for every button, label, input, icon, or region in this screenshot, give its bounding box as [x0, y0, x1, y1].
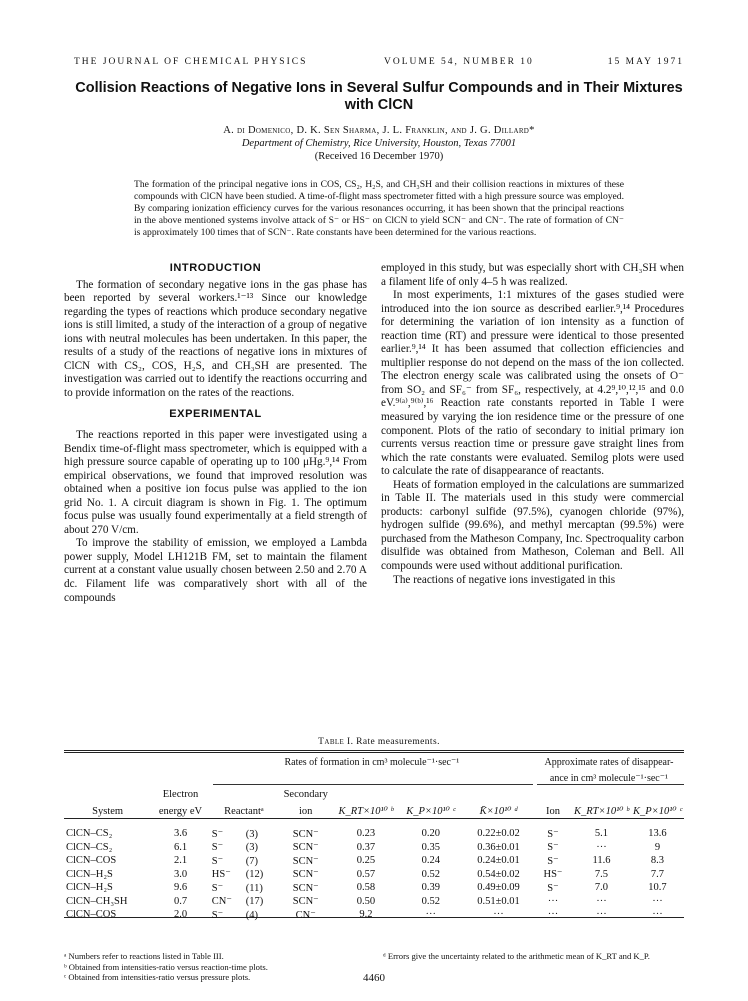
cell-energy: 2.1 — [173, 855, 188, 867]
experimental-paragraph-1: The reactions reported in this paper were investigated using a Bendix time-of-flight mass spectrometer, which is equipped with a high pressure source capable of operating up to 100 μHg.⁹,¹⁴ From empirical observations, we found that improved resolution was obtained when a positive ion focus pulse was applied to the ion grid No. 1. A circuit diagram is shown in Fig. 1. The optimum focus pulse was usually found experimentally at a field strength of about 270 V/cm. — [64, 429, 367, 536]
issue-date: 15 MAY 1971 — [607, 57, 684, 67]
rate-table — [64, 752, 684, 922]
cell-reaction-number: (7) — [245, 855, 259, 867]
cell-secondary: SCN⁻ — [292, 882, 319, 894]
cell-kp: ··· — [425, 909, 437, 921]
cell-system: ClCN–COS — [66, 855, 117, 867]
cell-krt: 0.57 — [356, 868, 376, 880]
cell-krt2: ··· — [596, 909, 607, 921]
cell-secondary: SCN⁻ — [292, 828, 319, 840]
table-row — [64, 854, 684, 868]
cell-krt: 0.58 — [356, 882, 376, 894]
abstract: The formation of the principal negative ions in COS, CS₂, H₂S, and CH₃SH and their collision reactions in mixtures of these compounds with ClCN have been studied. A time-of-flight mass spectrometer fitted with a high pressure source was employed. By comparing ionization efficiency curves for the various resonances occurring, it has been shown that the principal reactions in the above mentioned systems involve attack of S⁻ or HS⁻ on ClCN to yield SCN⁻ and CN⁻. The rate of formation of CN⁻ is approximately 100 times that of SCN⁻. Rate constants have been determined for the various reactions. — [134, 179, 624, 238]
cell-secondary: SCN⁻ — [292, 842, 319, 854]
cell-reactant — [210, 827, 278, 841]
cell-reactant — [210, 841, 278, 855]
cell-kp2: 9 — [654, 841, 661, 853]
header-energy: energy eV — [158, 805, 203, 817]
cell-kp2: ··· — [652, 895, 663, 907]
cell-system: ClCN–COS — [66, 909, 117, 921]
cell-reactant-ion: S⁻ — [211, 882, 224, 894]
right-paragraph-2: Heats of formation employed in the calculations are summarized in Table II. The materials used in this study were commercial products: carbonyl sulfide (97.5%), cyanogen chloride (97%), hydrogen sulfide (99.6%), and methyl mercaptan (99.5%) were purchased from the Matheson Company, Inc. Spectroquality carbon disulfide was obtained from Matheson, Coleman and Bell. All compounds were used without additional purification. — [381, 478, 684, 573]
cell-kbar: 0.36±0.01 — [477, 841, 520, 853]
experimental-heading: EXPERIMENTAL — [169, 408, 262, 421]
cell-krt: 0.25 — [356, 855, 376, 867]
table-caption — [74, 737, 684, 747]
cell-reactant — [210, 868, 278, 882]
introduction-paragraph: The formation of secondary negative ions in the gas phase has been reported by several workers.¹⁻¹³ Since our knowledge regarding the types of reactions which produce secondary negative ions is still limited, a study of the interaction of a group of negative ions with neutral molecules has been undertaken. In this paper, the results of a study of the reactions of negative ions in mixtures of ClCN with CS₂, COS, H₂S, and CH₃SH are presented. The investigation was carried out to identify the reactions occurring and to provide information on the rates of the reactions. — [64, 278, 367, 399]
header-krt: K_RT×10¹⁰ ᵇ — [338, 806, 394, 817]
group-header-formation: Rates of formation in cm³ molecule⁻¹·sec⁻¹ — [284, 756, 460, 768]
header-secondary: Secondary — [283, 788, 328, 800]
author-block — [74, 124, 684, 163]
group-header-disappearance-1: Approximate rates of disappear- — [544, 756, 674, 768]
footnote-c: ᶜ Obtained from intensities-ratio versus pressure plots. — [64, 972, 251, 982]
right-paragraph-continued: employed in this study, but was especially short with CH₃SH when a filament life of only 4–5 h was realized. — [381, 262, 684, 288]
footnotes-right — [383, 951, 684, 962]
cell-reactant-ion: HS⁻ — [211, 869, 231, 881]
cell-system: ClCN–H₂S — [66, 882, 113, 894]
cell-reactant-ion: S⁻ — [211, 909, 224, 921]
cell-ion: S⁻ — [547, 882, 559, 894]
footnote-b: ᵇ Obtained from intensities-ratio versus reaction-time plots. — [64, 961, 268, 972]
cell-secondary: SCN⁻ — [292, 855, 319, 867]
cell-krt: 9.2 — [359, 909, 373, 921]
volume-number: VOLUME 54, NUMBER 10 — [384, 57, 534, 67]
cell-reactant — [210, 854, 278, 868]
header-kbar: K̄×10¹⁰ ᵈ — [479, 806, 518, 817]
article-title: Collision Reactions of Negative Ions in Several Sulfur Compounds and in Their Mixtures with ClCN — [75, 80, 683, 113]
header-kp: K_P×10¹⁰ ᶜ — [406, 806, 456, 817]
cell-krt2: 7.5 — [594, 868, 609, 880]
cell-kp: 0.52 — [421, 868, 440, 880]
cell-ion: ··· — [547, 909, 559, 921]
journal-name: THE JOURNAL OF CHEMICAL PHYSICS — [74, 57, 308, 67]
footnote-a: ᵃ Numbers refer to reactions listed in Table III. — [64, 951, 224, 961]
footnote-d: ᵈ Errors give the uncertainty related to the arithmetic mean of K_RT and K_P. — [383, 951, 650, 961]
right-column — [381, 262, 684, 587]
cell-krt2: ··· — [596, 895, 607, 907]
table-row — [64, 868, 684, 882]
cell-ion: S⁻ — [547, 842, 559, 854]
cell-reaction-number: (12) — [245, 869, 264, 881]
received-date: (Received 16 December 1970) — [314, 151, 444, 162]
header-kp-2: K_P×10¹⁰ ᶜ — [632, 806, 682, 817]
cell-secondary: SCN⁻ — [292, 896, 319, 908]
header-system: System — [92, 805, 124, 817]
header-electron: Electron — [162, 788, 199, 800]
cell-krt: 0.50 — [356, 895, 376, 907]
cell-kp2: 13.6 — [648, 828, 667, 840]
right-paragraph-1: In most experiments, 1:1 mixtures of the gases studied were introduced into the ion source as described earlier.⁹,¹⁴ Procedures for determining the variation of ion intensity as a function of reaction time (RT) and pressure were identical to those presented earlier.⁹,¹⁴ It has been assumed that collection efficiencies and multiplier response do not depend on the mass of the ion collected. The electron energy scale was calibrated using the onsets of O⁻ from SO₂ and SF₆⁻ from SF₆, respectively, at 4.2⁹,¹⁰,¹²,¹⁵ and 0.0 eV.⁹⁽ᵃ⁾,⁹⁽ᵇ⁾,¹⁶ Reaction rate constants reported in Table I were measured by varying the ion residence time or the pressure of one component. Plots of the ratio of secondary to initial primary ion currents versus reaction time or pressure gave straight lines from which the rate constants were evaluated. Semilog plots were used to calculate the rate of disappearance of reactants. — [381, 289, 684, 478]
header-krt-2: K_RT×10¹⁰ ᵇ — [574, 806, 629, 817]
table-row — [64, 841, 684, 855]
cell-system: ClCN–CS₂ — [66, 828, 113, 840]
cell-reactant — [210, 895, 278, 909]
cell-kp: 0.35 — [421, 841, 440, 853]
cell-kp2: 10.7 — [648, 882, 667, 894]
table-row — [64, 908, 684, 922]
cell-reaction-number: (11) — [245, 882, 263, 894]
cell-reaction-number: (3) — [245, 828, 259, 840]
cell-ion: S⁻ — [547, 855, 559, 867]
cell-ion: ··· — [547, 895, 559, 907]
cell-energy: 9.6 — [173, 882, 188, 894]
cell-kbar: ··· — [493, 909, 504, 921]
cell-system: ClCN–H₂S — [66, 868, 113, 880]
cell-kp2: 7.7 — [650, 868, 665, 880]
header-ion: ion — [299, 805, 313, 817]
cell-krt2: 5.1 — [594, 828, 609, 840]
cell-reactant-ion: CN⁻ — [211, 896, 232, 908]
cell-krt: 0.23 — [356, 828, 376, 840]
cell-reactant — [210, 881, 278, 895]
table-row — [64, 895, 684, 909]
cell-energy: 2.0 — [173, 909, 188, 921]
author-list: A. di Domenico, D. K. Sen Sharma, J. L. Franklin, and J. G. Dillard* — [223, 125, 535, 136]
rate-table-body — [64, 827, 684, 922]
cell-reactant-ion: S⁻ — [211, 828, 224, 840]
cell-energy: 3.0 — [173, 868, 188, 880]
cell-kp: 0.39 — [421, 882, 440, 894]
cell-kbar: 0.22±0.02 — [477, 828, 520, 840]
header-reactant: Reactantᵃ — [224, 805, 264, 817]
right-paragraph-3: The reactions of negative ions investigated in this — [393, 573, 616, 586]
table-top-rule — [64, 750, 684, 751]
cell-kbar: 0.51±0.01 — [477, 895, 520, 907]
cell-energy: 3.6 — [173, 828, 188, 840]
cell-ion: HS⁻ — [543, 869, 563, 881]
cell-reaction-number: (17) — [245, 896, 264, 908]
header-disappearance-ion: Ion — [545, 805, 560, 817]
introduction-heading: INTRODUCTION — [169, 262, 262, 274]
cell-reactant-ion: S⁻ — [211, 855, 224, 867]
cell-secondary: SCN⁻ — [292, 869, 319, 881]
cell-krt2: 7.0 — [594, 882, 609, 894]
cell-kp: 0.20 — [421, 828, 440, 840]
cell-krt2: ··· — [596, 841, 607, 853]
cell-kbar: 0.49±0.09 — [477, 882, 520, 894]
cell-kp2: 8.3 — [650, 855, 665, 867]
cell-kp: 0.52 — [421, 895, 440, 907]
cell-reaction-number: (4) — [245, 909, 259, 921]
group-header-disappearance-2: ance in cm³ molecule⁻¹·sec⁻¹ — [549, 773, 669, 784]
cell-krt: 0.37 — [356, 841, 376, 853]
cell-kbar: 0.24±0.01 — [477, 855, 520, 867]
cell-kp: 0.24 — [421, 855, 440, 867]
affiliation: Department of Chemistry, Rice University, Houston, Texas 77001 — [241, 138, 517, 149]
experimental-paragraph-2: To improve the stability of emission, we employed a Lambda power supply, Model LH121B FM, set to maintain the filament current at a constant value usually chosen between 2.50 and 2.70 A dc. Filament life was comparatively short with all of the compounds — [64, 537, 367, 604]
cell-krt2: 11.6 — [592, 855, 611, 867]
cell-reactant-ion: S⁻ — [211, 842, 224, 854]
table-label: Table I. — [318, 737, 354, 747]
cell-system: ClCN–CS₂ — [66, 841, 113, 853]
running-head — [74, 57, 684, 71]
cell-ion: S⁻ — [547, 828, 559, 840]
cell-secondary: CN⁻ — [295, 909, 316, 921]
left-column — [64, 262, 367, 605]
cell-system: ClCN–CH₃SH — [66, 895, 128, 907]
table-row — [64, 881, 684, 895]
cell-kp2: ··· — [652, 909, 663, 921]
table-row — [64, 827, 684, 841]
cell-energy: 6.1 — [173, 841, 188, 853]
cell-kbar: 0.54±0.02 — [477, 868, 520, 880]
cell-reactant — [210, 908, 278, 922]
table-caption-text: Rate measurements. — [356, 737, 440, 747]
cell-reaction-number: (3) — [245, 842, 259, 854]
cell-energy: 0.7 — [173, 895, 188, 907]
page-number: 4460 — [363, 972, 385, 984]
